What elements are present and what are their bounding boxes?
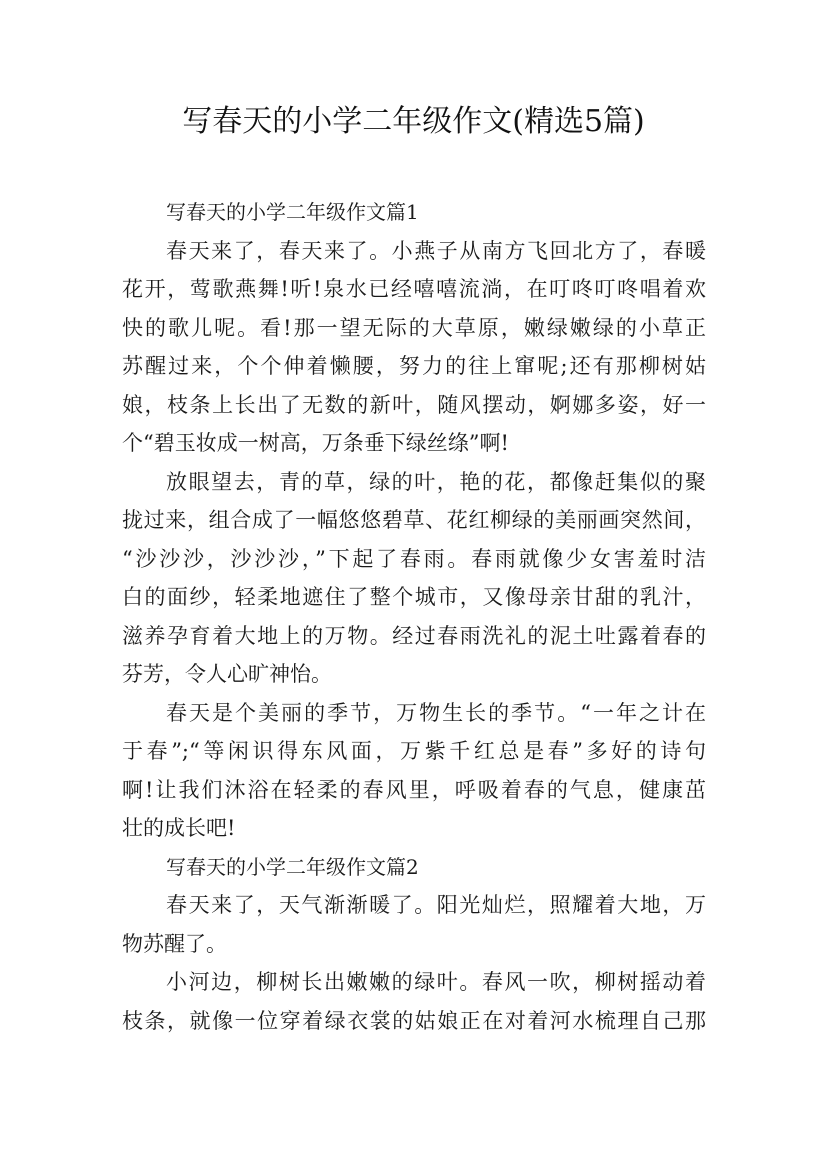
text-line: 壮的成长吧! bbox=[122, 816, 236, 840]
text-line: 芬芳，令人心旷神怡。 bbox=[122, 662, 332, 686]
text-line: 春天来了，天气渐渐暖了。阳光灿烂，照耀着大地，万 bbox=[166, 893, 706, 917]
text-line: 花开，莺歌燕舞!听!泉水已经嘻嘻流淌，在叮咚叮咚唱着欢 bbox=[122, 277, 706, 301]
text-line: 个“碧玉妆成一树高，万条垂下绿丝绦”啊! bbox=[122, 431, 509, 455]
text-line: 拢过来，组合成了一幅悠悠碧草、花红柳绿的美丽画突然间， bbox=[122, 508, 706, 532]
text-line: 物苏醒了。 bbox=[122, 931, 227, 956]
text-line: 放眼望去，青的草，绿的叶，艳的花，都像赶集似的聚 bbox=[166, 469, 706, 494]
text-line: 小河边，柳树长出嫩嫩的绿叶。春风一吹，柳树摇动着 bbox=[166, 970, 706, 994]
text-line: 枝条，就像一位穿着绿衣裳的姑娘正在对着河水梳理自己那 bbox=[122, 1008, 706, 1033]
text-line: 苏醒过来，个个伸着懒腰，努力的往上窜呢;还有那柳树姑 bbox=[122, 354, 706, 378]
text-line: 春天是个美丽的季节，万物生长的季节。“一年之计在 bbox=[166, 700, 706, 725]
document-title: 写春天的小学二年级作文(精选5篇) bbox=[182, 104, 645, 139]
text-line: 白的面纱，轻柔地遮住了整个城市，又像母亲甘甜的乳汁， bbox=[122, 585, 706, 609]
text-line: 春天来了，春天来了。小燕子从南方飞回北方了，春暖 bbox=[166, 238, 706, 263]
text-line: 快的歌儿呢。看!那一望无际的大草原，嫩绿嫩绿的小草正 bbox=[122, 315, 706, 340]
text-line: 滋养孕育着大地上的万物。经过春雨洗礼的泥土吐露着春的 bbox=[122, 623, 706, 648]
section-heading: 写春天的小学二年级作文篇1 bbox=[166, 200, 419, 224]
text-line: “沙沙沙，沙沙沙，”下起了春雨。春雨就像少女害羞时洁 bbox=[122, 546, 706, 571]
text-line: 啊!让我们沐浴在轻柔的春风里，呼吸着春的气息，健康茁 bbox=[122, 777, 706, 802]
text-line: 于春”;“等闲识得东风面，万紫千红总是春”多好的诗句 bbox=[122, 739, 706, 763]
section-heading: 写春天的小学二年级作文篇2 bbox=[166, 854, 419, 879]
document-body bbox=[122, 193, 706, 1040]
text-line: 娘，枝条上长出了无数的新叶，随风摆动，婀娜多姿，好一 bbox=[122, 392, 706, 417]
